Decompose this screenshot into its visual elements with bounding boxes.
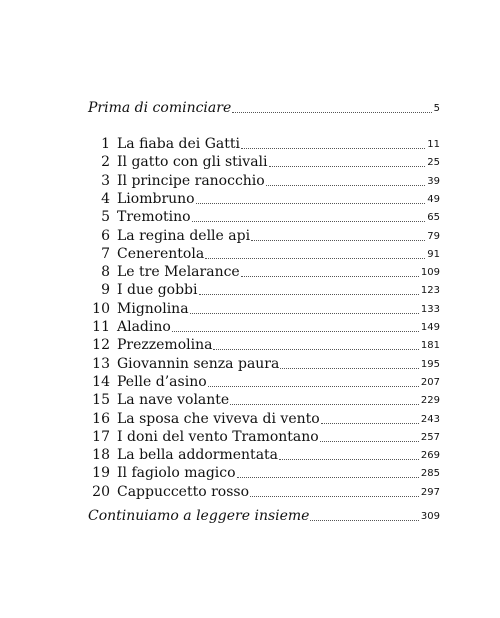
chapter-page: 123 (420, 285, 440, 297)
toc-entry-intro[interactable] (88, 98, 440, 116)
chapter-number: 9 (101, 282, 110, 299)
dot-leader (213, 348, 418, 350)
dot-leader (310, 519, 418, 521)
chapter-number: 14 (92, 373, 110, 390)
dot-leader (320, 440, 419, 442)
chapter-page: 39 (427, 175, 440, 187)
toc-entry-outro[interactable] (88, 506, 440, 524)
toc-entry-chapter[interactable] (88, 134, 440, 152)
dot-leader (266, 184, 426, 186)
toc-entry-chapter[interactable] (88, 390, 440, 408)
chapter-page: 207 (420, 376, 440, 388)
dot-leader (205, 257, 425, 259)
chapter-page: 297 (420, 486, 440, 498)
chapter-title: Le tre Melarance (117, 264, 240, 281)
toc-entry-chapter[interactable] (88, 299, 440, 317)
chapter-title: La sposa che viveva di vento (117, 410, 320, 427)
chapter-number: 2 (101, 154, 110, 171)
toc-entry-chapter[interactable] (88, 262, 440, 280)
chapter-page: 229 (420, 395, 440, 407)
dot-leader (172, 330, 419, 332)
chapter-title: Il fagiolo magico (117, 465, 236, 482)
chapter-number: 16 (92, 410, 110, 427)
chapter-number: 13 (92, 355, 110, 372)
toc-entry-chapter[interactable] (88, 207, 440, 225)
chapter-title: La bella addormentata (117, 447, 279, 464)
chapter-page: 133 (420, 303, 440, 315)
toc-entry-chapter[interactable] (88, 171, 440, 189)
chapter-title: Mignolina (117, 300, 189, 317)
chapter-number: 3 (101, 172, 110, 189)
toc-entry-chapter[interactable] (88, 427, 440, 445)
toc-entry-title: Continuiamo a leggere insieme (88, 508, 310, 524)
toc-entry-chapter[interactable] (88, 317, 440, 335)
chapter-title: Pelle d’asino (117, 373, 207, 390)
dot-leader (241, 275, 419, 277)
toc-entry-chapter[interactable] (88, 280, 440, 298)
chapter-title: Il principe ranocchio (117, 172, 265, 189)
chapter-title: La regina delle api (117, 227, 251, 244)
dot-leader (232, 111, 431, 113)
toc-entry-chapter[interactable] (88, 463, 440, 481)
chapter-page: 109 (420, 267, 440, 279)
chapter-title: Liombruno (117, 190, 195, 207)
chapter-title: Aladino (117, 319, 171, 335)
toc-entry-chapter[interactable] (88, 409, 440, 427)
chapter-number: 17 (92, 428, 110, 445)
dot-leader (269, 165, 426, 167)
chapter-page: 25 (427, 157, 440, 169)
toc-entry-chapter[interactable] (88, 189, 440, 207)
chapter-title: I doni del vento Tramontano (117, 428, 319, 445)
toc-entry-chapter[interactable] (88, 226, 440, 244)
toc-entry-chapter[interactable] (88, 244, 440, 262)
chapter-number: 15 (92, 392, 110, 409)
chapter-page: 149 (420, 322, 440, 333)
chapter-page: 181 (420, 340, 440, 352)
chapter-page: 243 (420, 413, 440, 425)
toc-entry-page: 309 (420, 511, 440, 522)
toc-entry-title: Prima di cominciare (88, 100, 232, 116)
chapter-number: 12 (92, 337, 110, 354)
chapter-number: 18 (92, 447, 110, 464)
chapter-number: 20 (92, 483, 110, 500)
chapter-number: 4 (101, 190, 110, 207)
dot-leader (192, 220, 426, 222)
chapter-page: 269 (420, 450, 440, 462)
chapter-page: 195 (420, 358, 440, 370)
chapter-title: Prezzemolina (117, 337, 213, 354)
chapter-page: 257 (420, 431, 440, 443)
dot-leader (230, 403, 419, 405)
chapter-number: 10 (92, 300, 110, 317)
chapter-number: 5 (101, 209, 110, 226)
toc-entry-chapter[interactable] (88, 482, 440, 500)
toc-entry-chapter[interactable] (88, 152, 440, 170)
dot-leader (280, 367, 419, 369)
dot-leader (208, 385, 419, 387)
dot-leader (251, 239, 425, 241)
chapter-page: 11 (427, 139, 440, 150)
dot-leader (241, 147, 425, 149)
toc-entry-chapter[interactable] (88, 445, 440, 463)
chapter-page: 79 (427, 230, 440, 242)
dot-leader (190, 312, 419, 314)
toc-entry-page: 5 (433, 103, 440, 114)
chapter-title: La fiaba dei Gatti (117, 136, 240, 152)
chapter-page: 91 (427, 248, 440, 260)
chapter-page: 49 (427, 193, 440, 205)
dot-leader (279, 458, 419, 460)
chapter-title: Giovannin senza paura (117, 355, 280, 372)
toc-entry-chapter[interactable] (88, 335, 440, 353)
dot-leader (196, 202, 426, 204)
dot-leader (237, 476, 419, 478)
chapter-title: I due gobbi (117, 282, 198, 299)
chapter-page: 285 (420, 468, 440, 480)
chapter-number: 11 (92, 319, 110, 335)
chapter-number: 7 (101, 245, 110, 262)
dot-leader (199, 293, 419, 295)
toc-entry-chapter[interactable] (88, 354, 440, 372)
chapter-page: 65 (427, 212, 440, 224)
chapter-number: 8 (101, 264, 110, 281)
chapter-title: La nave volante (117, 392, 230, 409)
dot-leader (321, 422, 419, 424)
chapter-title: Cappuccetto rosso (117, 483, 250, 500)
chapter-title: Il gatto con gli stivali (117, 154, 268, 171)
chapter-number: 6 (101, 227, 110, 244)
chapter-number: 19 (92, 465, 110, 482)
chapter-number: 1 (101, 136, 110, 152)
chapter-title: Tremotino (117, 209, 191, 226)
toc-entry-chapter[interactable] (88, 372, 440, 390)
chapter-title: Cenerentola (117, 245, 205, 262)
dot-leader (250, 495, 419, 497)
